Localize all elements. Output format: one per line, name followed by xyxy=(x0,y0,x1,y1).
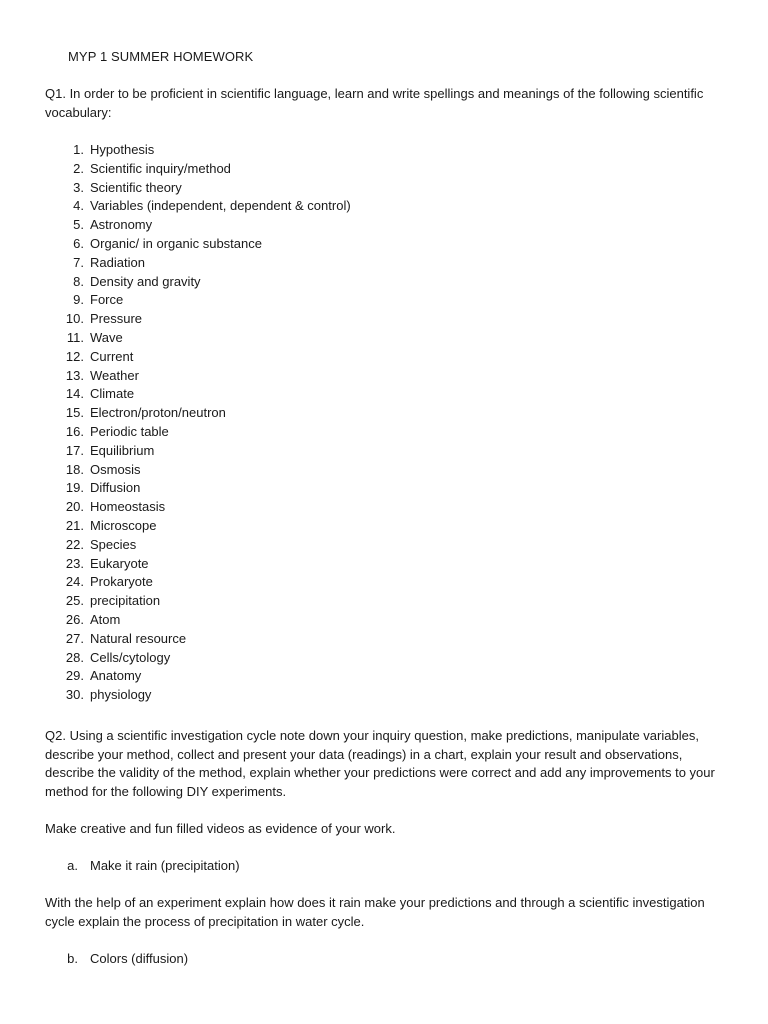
list-number: 20. xyxy=(65,499,84,515)
list-number: 28. xyxy=(65,649,84,665)
list-number: 22. xyxy=(65,536,84,552)
question-2-text: Q2. Using a scientific investigation cycle note down your inquiry question, make predictions, manipulate variables, describe your method, collect and present your data (readings) in a chart, explain your result and observations, describe the validity of the method, explain whether your predictions were correct and add any improvements to your method for the following DIY experiments. xyxy=(45,728,715,800)
list-number: 23. xyxy=(65,555,84,571)
vocabulary-term: Density and gravity xyxy=(90,273,201,289)
vocabulary-term: Pressure xyxy=(90,311,143,327)
vocabulary-term: Astronomy xyxy=(90,217,153,233)
list-number: 19. xyxy=(65,480,84,496)
list-number: 10. xyxy=(65,311,84,327)
list-number: 24. xyxy=(65,574,84,590)
vocabulary-term: Microscope xyxy=(90,517,157,533)
vocabulary-term: Hypothesis xyxy=(90,142,155,157)
list-number: 12. xyxy=(65,348,84,364)
list-number: 27. xyxy=(65,630,84,646)
vocabulary-term: Species xyxy=(90,536,137,552)
videos-note: Make creative and fun filled videos as evidence of your work. xyxy=(45,821,396,836)
vocabulary-term: Climate xyxy=(90,386,135,402)
vocabulary-term: Prokaryote xyxy=(90,574,153,590)
list-number: 14. xyxy=(65,386,84,402)
list-number: 17. xyxy=(65,442,84,458)
vocabulary-term: Natural resource xyxy=(90,630,187,646)
list-number: 13. xyxy=(65,367,84,383)
experiment-letter: b. xyxy=(67,951,78,966)
vocabulary-term: Diffusion xyxy=(90,480,141,496)
vocabulary-term: Wave xyxy=(90,329,123,345)
vocabulary-term: Osmosis xyxy=(90,461,141,477)
list-number: 4. xyxy=(73,198,84,214)
vocabulary-term: Atom xyxy=(90,611,121,627)
list-number: 6. xyxy=(73,235,84,251)
vocabulary-term: Radiation xyxy=(90,254,145,270)
vocabulary-term: precipitation xyxy=(90,593,161,609)
list-number: 25. xyxy=(65,593,84,609)
list-number: 1. xyxy=(73,142,84,157)
question-1-text: Q1. In order to be proficient in scientific language, learn and write spellings and meanings of the following scientific vocabulary: xyxy=(45,86,704,120)
vocabulary-term: Scientific inquiry/method xyxy=(90,160,231,176)
list-number: 11. xyxy=(66,329,84,345)
list-number: 29. xyxy=(65,668,84,684)
list-number: 16. xyxy=(65,423,84,439)
vocabulary-term: Current xyxy=(90,348,134,364)
vocabulary-term: Anatomy xyxy=(90,668,142,684)
vocabulary-term: Force xyxy=(90,292,124,308)
vocabulary-term: Eukaryote xyxy=(90,555,149,571)
list-number: 21. xyxy=(65,517,84,533)
vocabulary-term: physiology xyxy=(90,687,152,703)
list-number: 5. xyxy=(73,217,84,233)
list-number: 7. xyxy=(73,254,84,270)
list-number: 18. xyxy=(65,461,84,477)
vocabulary-term: Cells/cytology xyxy=(90,649,171,665)
list-number: 2. xyxy=(73,160,84,176)
vocabulary-term: Homeostasis xyxy=(90,499,166,515)
vocabulary-term: Equilibrium xyxy=(90,442,155,458)
list-number: 3. xyxy=(73,179,84,195)
document-title: MYP 1 SUMMER HOMEWORK xyxy=(68,49,254,64)
list-number: 8. xyxy=(73,273,84,289)
vocabulary-term: Organic/ in organic substance xyxy=(90,235,262,251)
list-number: 9. xyxy=(73,292,84,308)
experiment-letter: a. xyxy=(67,858,78,873)
list-number: 26. xyxy=(65,611,84,627)
vocabulary-term: Weather xyxy=(90,367,139,383)
vocabulary-term: Scientific theory xyxy=(90,179,182,195)
experiment-label: Colors (diffusion) xyxy=(90,951,189,966)
vocabulary-term: Variables (independent, dependent & control) xyxy=(90,198,351,214)
vocabulary-term: Electron/proton/neutron xyxy=(90,405,226,421)
rain-experiment-description: With the help of an experiment explain how does it rain make your predictions and through a scientific investigation cycle explain the process of precipitation in water cycle. xyxy=(45,895,705,929)
vocabulary-term: Periodic table xyxy=(90,423,169,439)
experiment-label: Make it rain (precipitation) xyxy=(90,858,240,873)
list-number: 30. xyxy=(65,687,84,703)
list-number: 15. xyxy=(65,405,84,421)
